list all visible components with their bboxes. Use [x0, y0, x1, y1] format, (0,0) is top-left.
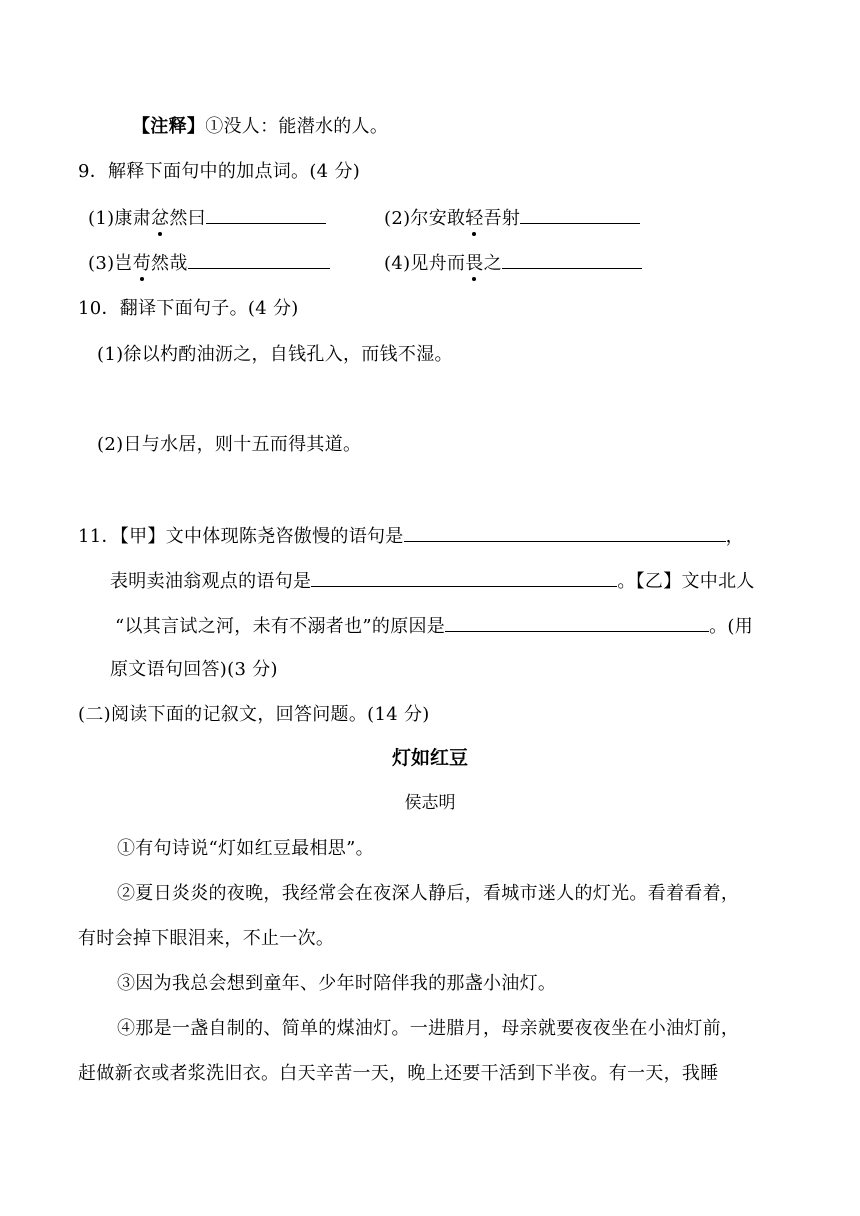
article-paragraph-2-line-2: 有时会掉下眼泪来，不止一次。 — [78, 928, 335, 949]
q9-item-4: (4)见舟而畏之 — [384, 250, 642, 276]
dotted-word: 忿 — [151, 208, 170, 229]
q11-line-2: 表明卖油翁观点的语句是 。【乙】文中北人 — [110, 568, 755, 594]
q10-sentence-1: (1)徐以杓酌油沥之，自钱孔入，而钱不湿。 — [97, 344, 453, 365]
annotation-note — [132, 115, 388, 139]
q9-item-3: (3)岂苟然哉 — [88, 250, 330, 276]
dotted-word: 畏 — [465, 253, 484, 274]
q9-item-1: (1)康肃忿然曰 — [88, 205, 326, 231]
answer-blank[interactable] — [502, 250, 642, 269]
article-paragraph-4-line-1: ④那是一盏自制的、简单的煤油灯。一进腊月，母亲就要夜夜坐在小油灯前， — [117, 1018, 740, 1039]
article-paragraph-4-line-2: 赶做新衣或者浆洗旧衣。白天辛苦一天，晚上还要干活到下半夜。有一天，我睡 — [78, 1063, 719, 1084]
q11-line-3: “以其言试之河，未有不溺者也”的原因是 。(用 — [115, 613, 753, 639]
answer-blank[interactable] — [206, 205, 326, 224]
article-paragraph-2-line-1: ②夏日炎炎的夜晚，我经常会在夜深人静后，看城市迷人的灯光。看着看着， — [117, 883, 740, 904]
dotted-word: 苟 — [132, 253, 152, 274]
article-author: 侯志明 — [404, 793, 456, 813]
question-9-stem: 9．解释下面句中的加点词。(4 分) — [78, 161, 361, 182]
article-paragraph-1: ①有句诗说“灯如红豆最相思”。 — [117, 838, 374, 859]
article-title: 灯如红豆 — [391, 747, 468, 769]
question-10-stem: 10．翻译下面句子。(4 分) — [78, 298, 299, 319]
answer-blank[interactable] — [445, 613, 709, 632]
q10-sentence-2: (2)日与水居，则十五而得其道。 — [97, 434, 362, 455]
answer-blank[interactable] — [311, 568, 617, 587]
dotted-word: 轻 — [465, 208, 484, 229]
q11-line-4: 原文语句回答)(3 分) — [110, 659, 278, 680]
article-paragraph-3: ③因为我总会想到童年、少年时陪伴我的那盏小油灯。 — [117, 973, 557, 994]
q11-line-1: 11．【甲】文中体现陈尧咨傲慢的语句是 ， — [78, 523, 744, 549]
answer-blank[interactable] — [188, 250, 330, 269]
section-2-header: (二)阅读下面的记叙文，回答问题。(14 分) — [78, 704, 430, 725]
annotation-label: 【注释】 — [132, 116, 206, 137]
annotation-text: ①没人：能潜水的人。 — [205, 116, 389, 137]
answer-blank[interactable] — [404, 523, 726, 542]
answer-blank[interactable] — [520, 205, 640, 224]
q9-item-2: (2)尔安敢轻吾射 — [384, 205, 640, 231]
